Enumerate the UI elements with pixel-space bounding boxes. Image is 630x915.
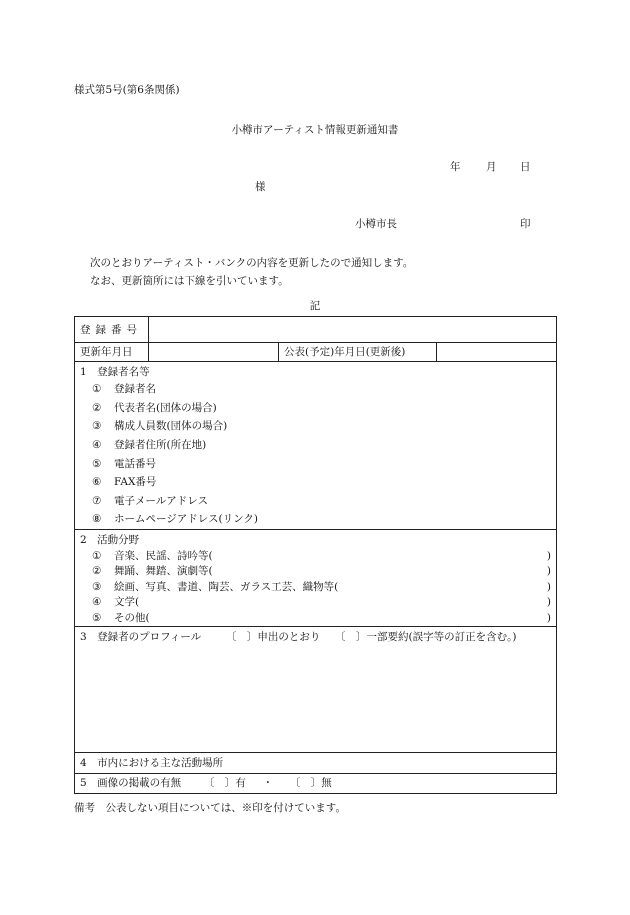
profile-as-requested-label: 申出のとおり xyxy=(257,630,321,643)
publish-date-label: 公表(予定)年月日(更新後) xyxy=(284,346,406,358)
list-item: ⑥ FAX番号 xyxy=(92,476,157,489)
list-item: ① 音楽、民謡、詩吟等( ) xyxy=(92,549,552,562)
form-number: 様式第5号(第6条関係) xyxy=(74,84,180,96)
profile-summarized-checkbox[interactable]: 〔 〕 xyxy=(335,630,367,643)
profile-summarized-label: 一部要約(誤字等の訂正を含む。) xyxy=(366,630,517,643)
yes-no-separator: ・ xyxy=(262,777,274,790)
image-yes-label: 有 xyxy=(235,777,246,790)
section-2-list xyxy=(80,548,551,626)
section-3-title: 3 登録者のプロフィール xyxy=(80,630,202,643)
reg-number-label: 登録番号 xyxy=(80,323,142,336)
list-item: ② 代表者名(団体の場合) xyxy=(92,401,217,414)
registration-table xyxy=(74,316,557,794)
section-1-list xyxy=(80,380,551,529)
image-no-checkbox[interactable]: 〔 〕 xyxy=(289,777,322,790)
image-yes-checkbox[interactable]: 〔 〕 xyxy=(203,777,236,790)
list-item: ⑤ 電話番号 xyxy=(92,457,156,470)
date-month-label: 月 xyxy=(486,161,497,173)
list-item: ⑦ 電子メールアドレス xyxy=(92,494,208,507)
section-5-title: 5 画像の掲載の有無 xyxy=(80,777,182,790)
section-1-title: 1 登録者名等 xyxy=(80,366,150,378)
ki-mark: 記 xyxy=(309,300,321,312)
document-title: 小樽市アーティスト情報更新通知書 xyxy=(231,124,399,136)
date-year-label: 年 xyxy=(450,161,461,173)
list-item: ⑤ その他( ) xyxy=(92,611,552,624)
reg-number-row xyxy=(75,317,557,343)
section-4-title: 4 市内における主な活動場所 xyxy=(80,756,224,769)
section-1-row xyxy=(75,362,557,530)
list-item: ③ 構成人員数(団体の場合) xyxy=(92,420,228,433)
update-date-label: 更新年月日 xyxy=(80,346,133,358)
list-item: ④ 文学( ) xyxy=(92,596,552,608)
publish-date-field[interactable] xyxy=(437,343,557,362)
list-item: ② 舞踊、舞踏、演劇等( ) xyxy=(92,565,552,577)
image-no-label: 無 xyxy=(321,777,332,790)
list-item: ③ 絵画、写真、書道、陶芸、ガラス工芸、織物等( ) xyxy=(92,580,552,593)
list-item: ① 登録者名 xyxy=(92,383,156,396)
reg-number-field[interactable] xyxy=(149,317,557,343)
update-date-field[interactable] xyxy=(149,343,279,362)
section-3-row xyxy=(75,626,557,752)
date-row xyxy=(75,343,557,362)
section-5-row xyxy=(75,773,557,793)
issuer-name: 小樽市長 xyxy=(355,218,397,230)
remarks-note: 備考 公表しない項目については、※印を付けています。 xyxy=(74,802,346,814)
section-4-row xyxy=(75,752,557,773)
notice-line-1: 次のとおりアーティスト・バンクの内容を更新したので通知します。 xyxy=(90,257,414,269)
section-2-row xyxy=(75,529,557,626)
section-2-title: 2 活動分野 xyxy=(80,533,140,546)
list-item: ④ 登録者住所(所在地) xyxy=(92,439,207,452)
addressee-suffix: 様 xyxy=(255,181,266,193)
date-day-label: 日 xyxy=(520,161,531,173)
seal-mark: 印 xyxy=(520,218,531,230)
profile-as-requested-checkbox[interactable]: 〔 〕 xyxy=(225,630,258,643)
list-item: ⑧ ホームページアドレス(リンク) xyxy=(92,513,258,526)
notice-line-2: なお、更新箇所には下線を引いています。 xyxy=(90,275,289,287)
